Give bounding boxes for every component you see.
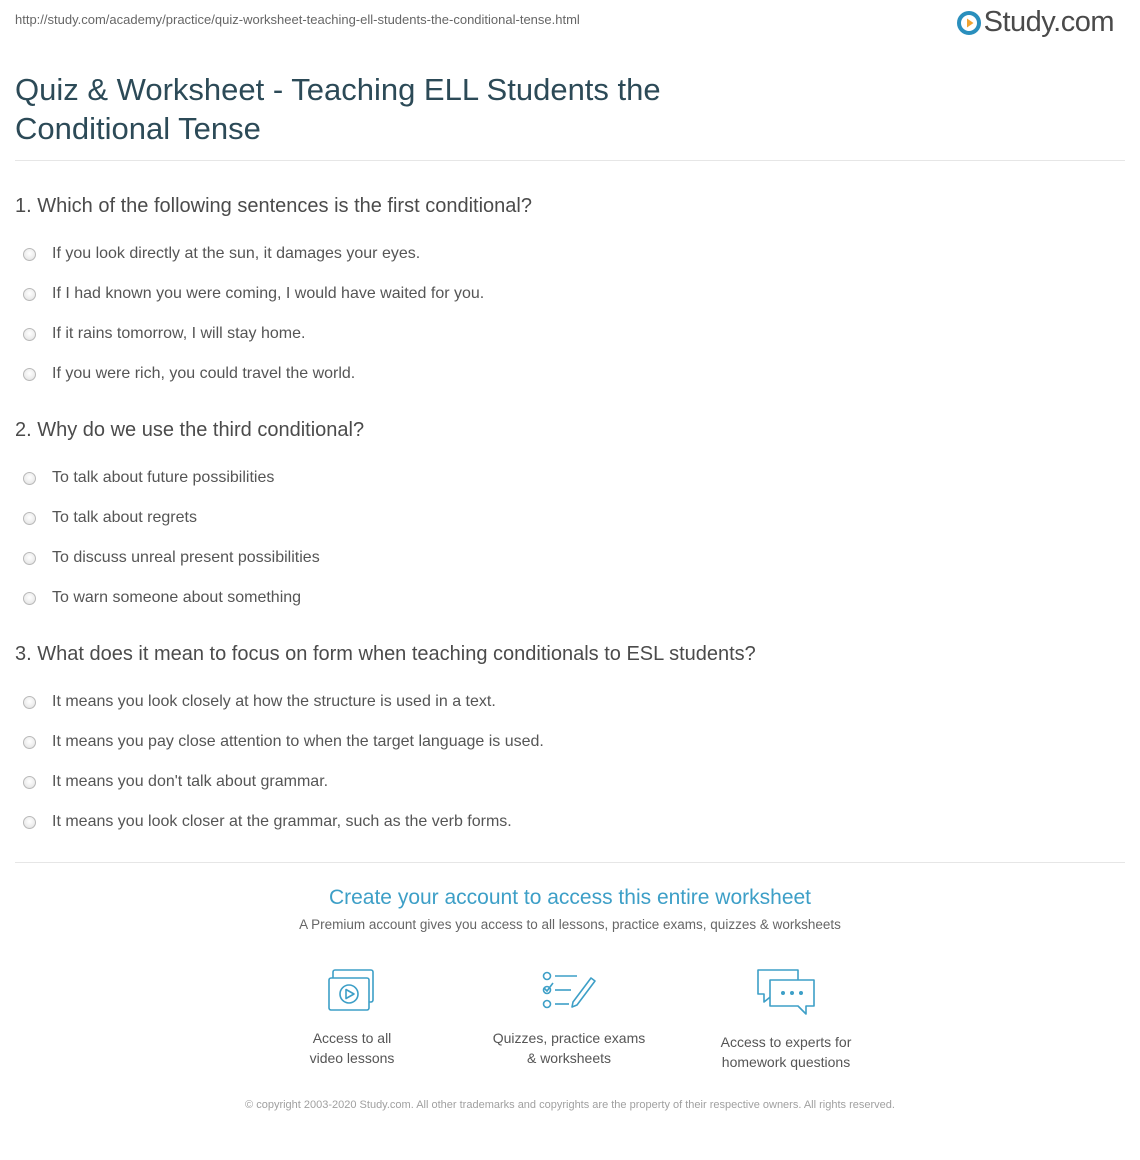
divider [15,862,1125,863]
question-text: 2. Why do we use the third conditional? [15,419,365,441]
answer-option[interactable] [15,498,1115,538]
answer-option[interactable] [15,234,1115,274]
answer-option[interactable] [15,762,1115,802]
page-title: Quiz & Worksheet - Teaching ELL Students the Conditional Tense [15,72,661,146]
answer-label[interactable]: To talk about future possibilities [52,469,275,486]
answer-option[interactable] [15,682,1115,722]
answer-label[interactable]: If you look directly at the sun, it damages your eyes. [52,245,421,262]
question-1 [15,194,1115,394]
answer-options [15,234,1115,394]
answer-label[interactable]: It means you look closer at the grammar, such as the verb forms. [52,813,512,830]
feature-quizzes [469,968,669,1068]
radio-button[interactable] [23,736,36,749]
answer-label[interactable]: If it rains tomorrow, I will stay home. [52,325,306,342]
answer-option[interactable] [15,578,1115,618]
feature-label: Access to all video lessons [309,1030,395,1066]
answer-label[interactable]: It means you pay close attention to when the target language is used. [52,733,544,750]
top-bar [0,0,1140,60]
study-logo[interactable] [957,6,1114,39]
answer-option[interactable] [15,274,1115,314]
answer-label[interactable]: It means you don't talk about grammar. [52,773,329,790]
answer-option[interactable] [15,538,1115,578]
answer-label[interactable]: To discuss unreal present possibilities [52,549,320,566]
answer-options [15,682,1115,842]
answer-options [15,458,1115,618]
answer-label[interactable]: To talk about regrets [52,509,197,526]
premium-description: A Premium account gives you access to all lessons, practice exams, quizzes & worksheets [299,917,841,932]
radio-button[interactable] [23,368,36,381]
radio-button[interactable] [23,552,36,565]
page-url[interactable]: http://study.com/academy/practice/quiz-worksheet-teaching-ell-students-the-conditional-tense.html [15,12,580,27]
radio-button[interactable] [23,816,36,829]
radio-button[interactable] [23,776,36,789]
question-3 [15,642,1115,842]
answer-option[interactable] [15,458,1115,498]
answer-label[interactable]: It means you look closely at how the structure is used in a text. [52,693,496,710]
radio-button[interactable] [23,696,36,709]
answer-option[interactable] [15,802,1115,842]
create-account-link[interactable]: Create your account to access this entire worksheet [328,886,812,909]
radio-button[interactable] [23,472,36,485]
radio-button[interactable] [23,288,36,301]
answer-option[interactable] [15,722,1115,762]
answer-option[interactable] [15,354,1115,394]
radio-button[interactable] [23,248,36,261]
video-lessons-icon [327,968,377,1014]
question-text: 1. Which of the following sentences is the first conditional? [15,195,532,217]
feature-video-lessons [252,968,452,1068]
answer-option[interactable] [15,314,1115,354]
feature-label: Quizzes, practice exams & worksheets [492,1030,646,1066]
radio-button[interactable] [23,592,36,605]
feature-label: Access to experts for homework questions [720,1034,852,1070]
answer-label[interactable]: If I had known you were coming, I would have waited for you. [52,285,485,302]
divider [15,160,1125,161]
answer-label[interactable]: To warn someone about something [52,589,302,606]
feature-experts [686,968,886,1072]
answer-label[interactable]: If you were rich, you could travel the world. [52,365,356,382]
chat-bubbles-icon [754,968,818,1018]
quiz-checklist-icon [541,968,597,1014]
logo-text: Study.com [983,6,1114,38]
question-2 [15,418,1115,618]
play-circle-icon [957,11,981,35]
question-text: 3. What does it mean to focus on form when teaching conditionals to ESL students? [15,643,756,665]
radio-button[interactable] [23,512,36,525]
radio-button[interactable] [23,328,36,341]
copyright-notice: © copyright 2003-2020 Study.com. All other trademarks and copyrights are the property of their respective owners. All rights reserved. [245,1099,895,1111]
